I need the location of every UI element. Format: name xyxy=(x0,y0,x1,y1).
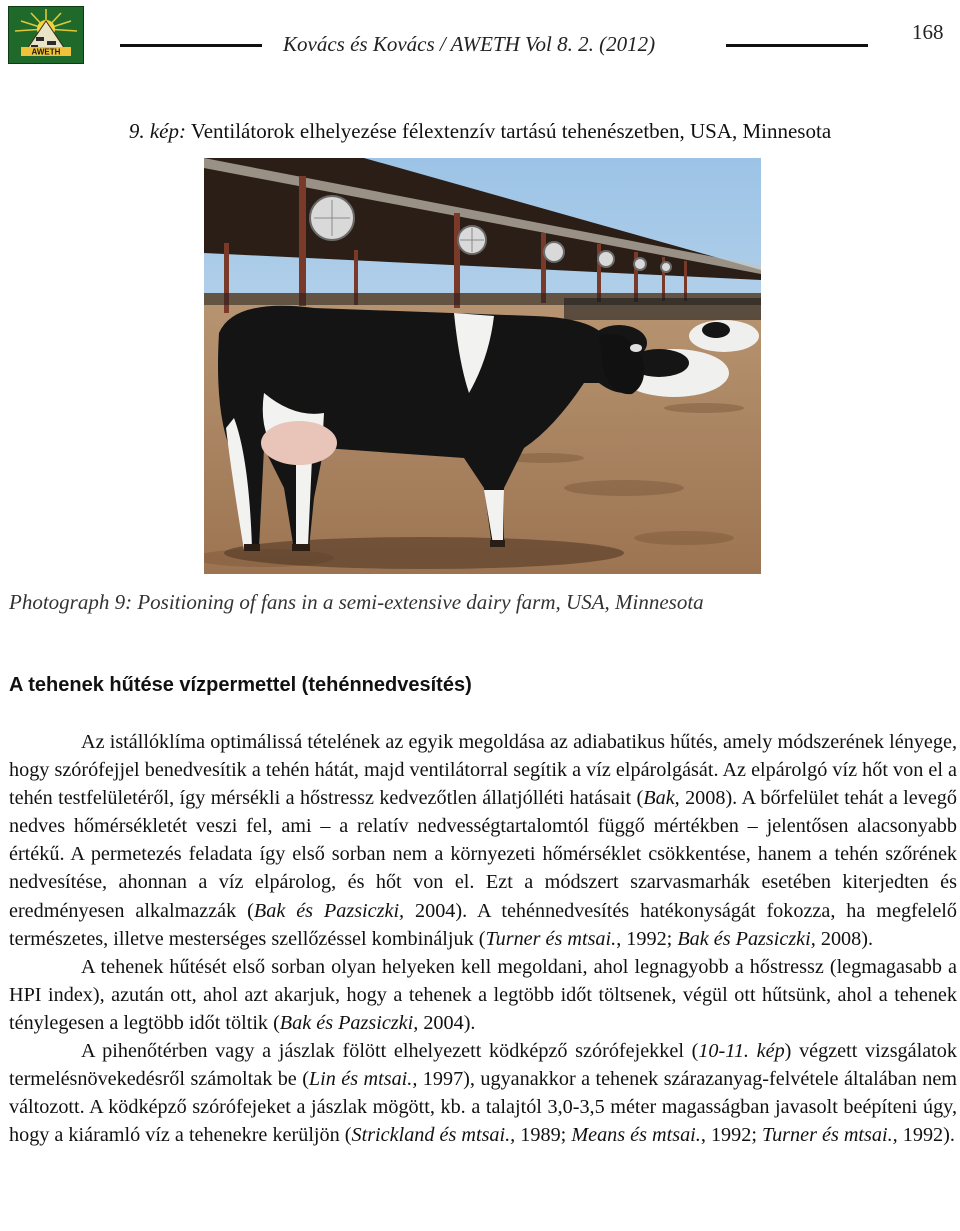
header-rule-left xyxy=(120,44,262,47)
citation: Bak és Pazsiczki, xyxy=(677,927,816,950)
citation: Lin és mtsai., xyxy=(308,1068,418,1091)
page-header xyxy=(0,0,960,70)
running-title: Kovács és Kovács / AWETH Vol 8. 2. (2012) xyxy=(283,32,656,56)
header-rule-right xyxy=(726,44,868,47)
figure-reference: 10-11. kép xyxy=(698,1040,785,1063)
page-number: 168 xyxy=(912,20,944,44)
figure-caption-label: 9. kép: xyxy=(128,119,186,143)
dairy-farm-photo xyxy=(204,158,761,574)
citation: Strickland és mtsai., xyxy=(351,1124,516,1147)
citation: Bak és Pazsiczki, xyxy=(253,899,405,922)
paragraph-1: Az istállóklíma optimálissá tételének az egyik megoldása az adiabatikus hűtés, amely módszerének lényege, hogy szórófejjel benedvesítik a tehén hátát, majd ventilátorral segítik a víz elpárolgását. Az elpárolgó víz hőt von el a tehén testfelületéről, így mérsékli a hőstressz kedvezőtlen állatjólléti hatásait (Bak, 2008). A bőrfelület tehát a levegő nedves hőmérsékletét veszi fel, ami – a relatív nedvességtartalomtól függő mértékben – jelentősen alacsonyabb értékű. A permetezés feladata így első sorban nem a környezeti hőmérséklet csökkentése, hanem a tehén szőrének nedvesítése, ahonnan a víz elpárolog, és hőt von el. Ezt a módszert szarvasmarhák esetében kiterjedten és eredményesen alkalmazzák (Bak és Pazsiczki, 2004). A tehénnedvesítés hatékonyságát fokozza, ha megfelelő természetes, illetve mesterséges szellőzéssel kombináljuk (Turner és mtsai., 1992; Bak és Pazsiczki, 2008). xyxy=(9,731,957,950)
section-heading: A tehenek hűtése vízpermettel (tehénnedvesítés) xyxy=(9,674,472,696)
figure-caption-en: Photograph 9: Positioning of fans in a semi-extensive dairy farm, USA, Minnesota xyxy=(9,590,704,614)
body-text xyxy=(9,728,957,1149)
citation: Bak és Pazsiczki, xyxy=(279,1011,419,1034)
paragraph-3: A pihenőtérben vagy a jászlak fölött elhelyezett ködképző szórófejekkel (10-11. kép) végzett vizsgálatok termelésnövekedésről számoltak be (Lin és mtsai., 1997), ugyanakkor a tehenek szárazanyag-felvétele általában nem változott. A ködképző szórófejeket a jászlak mögött, kb. a talajtól 3,0-3,5 méter magasságban javasolt beépíteni úgy, hogy a kiáramló víz a tehenekre kerüljön (Strickland és mtsai., 1989; Means és mtsai., 1992; Turner és mtsai., 1992). xyxy=(9,1040,957,1147)
citation: Bak, xyxy=(643,787,680,810)
paragraph-2: A tehenek hűtését első sorban olyan helyeken kell megoldani, ahol legnagyobb a hőstressz (legmagasabb a HPI index), azután ott, ahol azt akarjuk, hogy a tehenek a legtöbb időt töltsenek, végül ott hűtsünk, ahol a tehenek ténylegesen a legtöbb időt töltik (Bak és Pazsiczki, 2004). xyxy=(9,955,957,1034)
svg-text:AWETH: AWETH xyxy=(31,47,61,57)
aweth-logo xyxy=(8,6,84,64)
citation: Turner és mtsai., xyxy=(761,1124,898,1147)
figure-caption-text: Ventilátorok elhelyezése félextenzív tartású tehenészetben, USA, Minnesota xyxy=(186,119,832,143)
citation: Means és mtsai. xyxy=(571,1124,701,1147)
citation: Turner és mtsai. xyxy=(485,927,617,950)
figure-caption-hu xyxy=(0,119,960,144)
